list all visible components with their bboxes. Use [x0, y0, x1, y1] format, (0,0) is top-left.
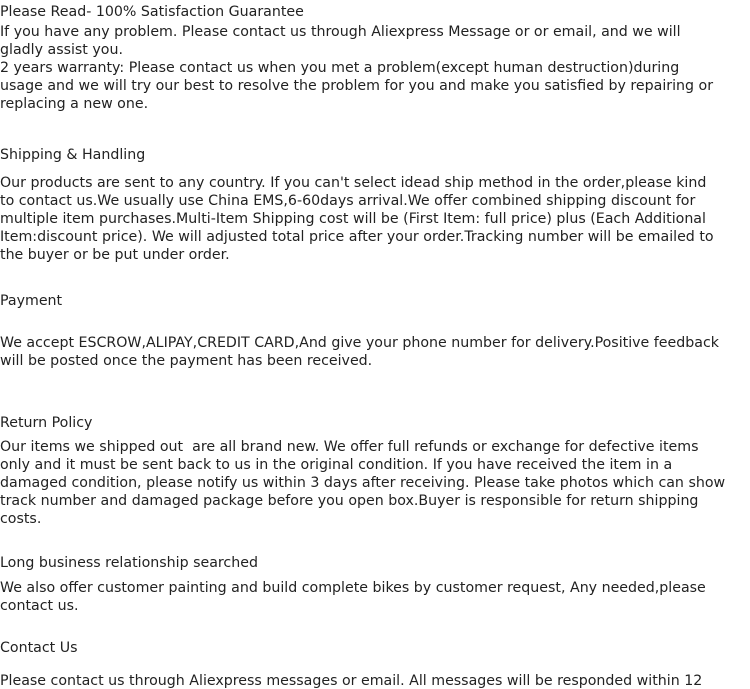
payment-line-2: will be posted once the payment has been received.	[0, 353, 373, 369]
payment-title: Payment	[0, 293, 63, 309]
contact-title: Contact Us	[0, 640, 78, 656]
shipping-line-4: Item:discount price). We will adjusted total price after your order.Tracking number will be emailed to	[0, 229, 714, 245]
relationship-text	[0, 579, 748, 615]
returns-line-3: damaged condition, please notify us within 3 days after receiving. Please take photos which can show	[0, 475, 726, 491]
returns-title: Return Policy	[0, 415, 93, 431]
satisfaction-line-5: replacing a new one.	[0, 96, 149, 112]
contact-line-1: Please contact us through Aliexpress messages or email. All messages will be responded within 12	[0, 673, 703, 689]
returns-line-2: only and it must be sent back to us in the original condition. If you have received the item in a	[0, 457, 673, 473]
satisfaction-title: Please Read- 100% Satisfaction Guarantee	[0, 4, 304, 20]
shipping-line-5: the buyer or be put under order.	[0, 247, 230, 263]
returns-text	[0, 438, 748, 528]
shipping-line-3: multiple item purchases.Multi-Item Shipping cost will be (First Item: full price) plus (Each Additional	[0, 211, 706, 227]
relationship-title: Long business relationship searched	[0, 555, 258, 571]
shipping-title: Shipping & Handling	[0, 147, 146, 163]
satisfaction-line-4: usage and we will try our best to resolve the problem for you and make you satisfied by repairing or	[0, 78, 714, 94]
satisfaction-text	[0, 23, 748, 113]
satisfaction-line-3: 2 years warranty: Please contact us when you met a problem(except human destruction)during	[0, 60, 680, 76]
shipping-line-1: Our products are sent to any country. If you can't select idead ship method in the order,please kind	[0, 175, 707, 191]
returns-line-1: Our items we shipped out are all brand new. We offer full refunds or exchange for defective items	[0, 439, 699, 455]
satisfaction-line-2: gladly assist you.	[0, 42, 123, 58]
shipping-text	[0, 174, 748, 264]
returns-line-5: costs.	[0, 511, 42, 527]
relationship-line-2: contact us.	[0, 598, 79, 614]
satisfaction-line-1: If you have any problem. Please contact us through Aliexpress Message or or email, and we will	[0, 24, 681, 40]
returns-line-4: track number and damaged package before you open box.Buyer is responsible for return shipping	[0, 493, 699, 509]
shipping-line-2: to contact us.We usually use China EMS,6-60days arrival.We offer combined shipping discount for	[0, 193, 696, 209]
contact-text	[0, 672, 748, 689]
payment-line-1: We accept ESCROW,ALIPAY,CREDIT CARD,And give your phone number for delivery.Positive feedback	[0, 335, 719, 351]
payment-text	[0, 334, 748, 370]
relationship-line-1: We also offer customer painting and build complete bikes by customer request, Any needed,please	[0, 580, 706, 596]
